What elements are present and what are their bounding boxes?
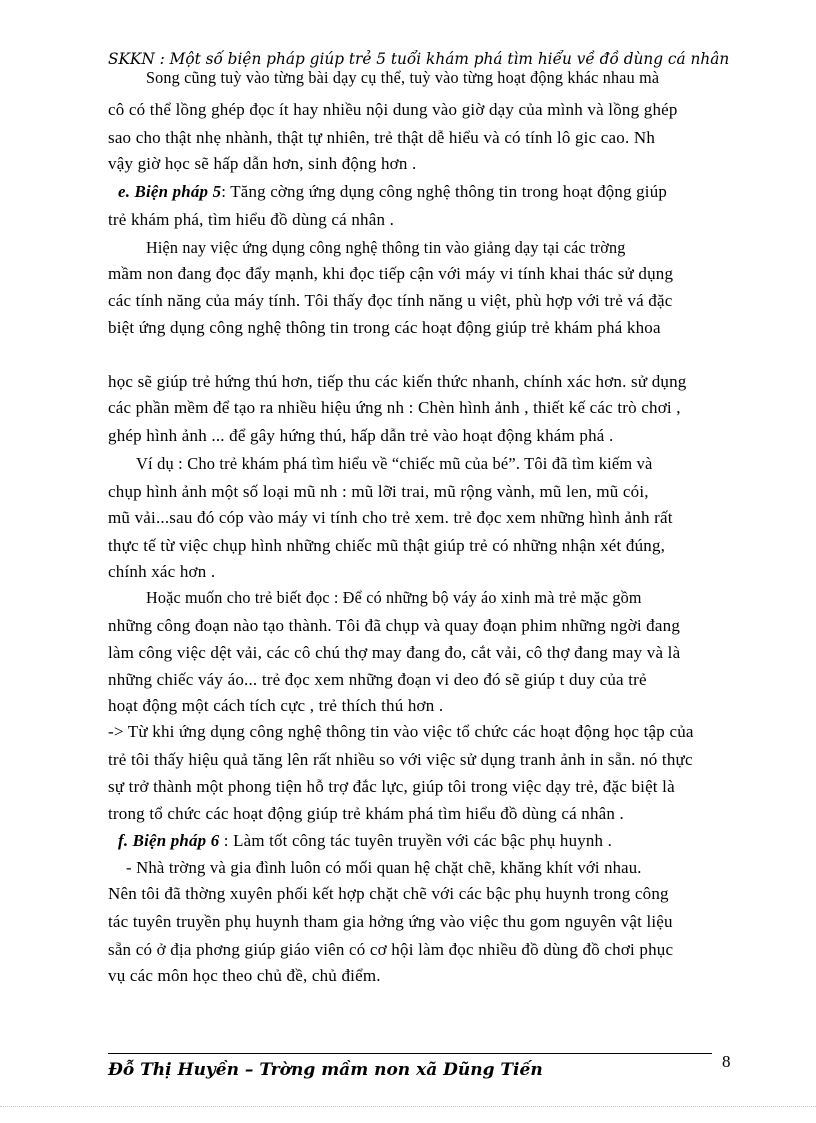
text-line: những công đoạn nào tạo thành. Tôi đã chụp và quay đoạn phim những ngời đang <box>108 616 681 635</box>
page-header: SKKN : Một số biện pháp giúp trẻ 5 tuổi khám phá tìm hiểu về đồ dùng cá nhân <box>108 50 730 68</box>
text-line: Hoặc muốn cho trẻ biết đọc : Để có những bộ váy áo xinh mà trẻ mặc gồm <box>146 588 642 607</box>
page-bottom-divider <box>0 1106 816 1107</box>
text-line: - Nhà trờng và gia đình luôn có mối quan hệ chặt chẽ, khăng khít với nhau. <box>126 858 642 877</box>
text-line: trẻ tôi thấy hiệu quả tăng lên rất nhiều so với việc sử dụng tranh ảnh in sẵn. nó thực <box>108 750 693 769</box>
text-line: chính xác hơn . <box>108 562 216 581</box>
text-line: Song cũng tuỳ vào từng bài dạy cụ thể, tuỳ vào từng hoạt động khác nhau mà <box>146 68 660 87</box>
text-line: tác tuyên truyền phụ huynh tham gia hởng ứng vào việc thu gom nguyên vật liệu <box>108 912 673 931</box>
text-line: làm công việc dệt vải, các cô chú thợ may đang đo, cắt vải, cô thợ đang may và là <box>108 643 681 662</box>
text-line: biệt ứng dụng công nghệ thông tin trong các hoạt động giúp trẻ khám phá khoa <box>108 318 661 337</box>
text-line: Hiện nay việc ứng dụng công nghệ thông tin vào giảng dạy tại các trờng <box>146 238 626 257</box>
text-line: vụ các môn học theo chủ đề, chủ điểm. <box>108 966 381 985</box>
text-line: mũ vải...sau đó cóp vào máy vi tính cho trẻ xem. trẻ đọc xem những hình ảnh rất <box>108 508 673 527</box>
page-number: 8 <box>722 1052 731 1071</box>
text-line: các phần mềm để tạo ra nhiều hiệu ứng nh : Chèn hình ảnh , thiết kế các trò chơi , <box>108 398 681 417</box>
text-line: e. Biện pháp 5: Tăng cờng ứng dụng công nghệ thông tin trong hoạt động giúp <box>118 182 667 201</box>
text-line: Ví dụ : Cho trẻ khám phá tìm hiểu về “chiếc mũ của bé”. Tôi đã tìm kiếm và <box>136 454 653 473</box>
footer-rule <box>108 1053 712 1054</box>
text-line: hoạt động một cách tích cực , trẻ thích thú hơn . <box>108 696 444 715</box>
text-line: sự trở thành một phong tiện hỗ trợ đắc lực, giúp tôi trong việc dạy trẻ, đặc biệt là <box>108 777 675 796</box>
text-line: vậy giờ học sẽ hấp dẫn hơn, sinh động hơn . <box>108 154 417 173</box>
text-line: -> Từ khi ứng dụng công nghệ thông tin vào việc tổ chức các hoạt động học tập của <box>108 722 694 741</box>
text-line: học sẽ giúp trẻ hứng thú hơn, tiếp thu các kiến thức nhanh, chính xác hơn. sử dụng <box>108 372 687 391</box>
text-line: trong tổ chức các hoạt động giúp trẻ khám phá tìm hiểu đồ dùng cá nhân . <box>108 804 625 823</box>
text-line: những chiếc váy áo... trẻ đọc xem những đoạn vi deo đó sẽ giúp t duy của trẻ <box>108 670 647 689</box>
text-line: ghép hình ảnh ... để gây hứng thú, hấp dẫn trẻ vào hoạt động khám phá . <box>108 426 614 445</box>
text-line: Nên tôi đã thờng xuyên phối kết hợp chặt chẽ với các bậc phụ huynh trong công <box>108 884 669 903</box>
page-footer: Đỗ Thị Huyền – Trờng mầm non xã Dũng Tiến <box>108 1060 543 1080</box>
text-line: sao cho thật nhẹ nhành, thật tự nhiên, trẻ thật dễ hiểu và có tính lô gic cao. Nh <box>108 128 656 147</box>
text-line: chụp hình ảnh một số loại mũ nh : mũ lỡi trai, mũ rộng vành, mũ len, mũ cói, <box>108 482 649 501</box>
section-heading: f. Biện pháp 6 <box>118 831 220 850</box>
text-line: sẵn có ở địa phơng giúp giáo viên có cơ hội làm đọc nhiều đồ dùng đồ chơi phục <box>108 940 674 959</box>
section-heading: e. Biện pháp 5 <box>118 182 222 201</box>
text-line: mầm non đang đọc đẩy mạnh, khi đọc tiếp cận với máy vi tính khai thác sử dụng <box>108 264 674 283</box>
text-line: trẻ khám phá, tìm hiểu đồ dùng cá nhân . <box>108 210 395 229</box>
text-line: các tính năng của máy tính. Tôi thấy đọc tính năng u việt, phù hợp với trẻ vá đặc <box>108 291 673 310</box>
text-line: f. Biện pháp 6 : Làm tốt công tác tuyên truyền với các bậc phụ huynh . <box>118 831 613 850</box>
text-line: cô có thể lồng ghép đọc ít hay nhiều nội dung vào giờ dạy của mình và lồng ghép <box>108 100 678 119</box>
text-line: thực tế từ việc chụp hình những chiếc mũ thật giúp trẻ có những nhận xét đúng, <box>108 536 666 555</box>
